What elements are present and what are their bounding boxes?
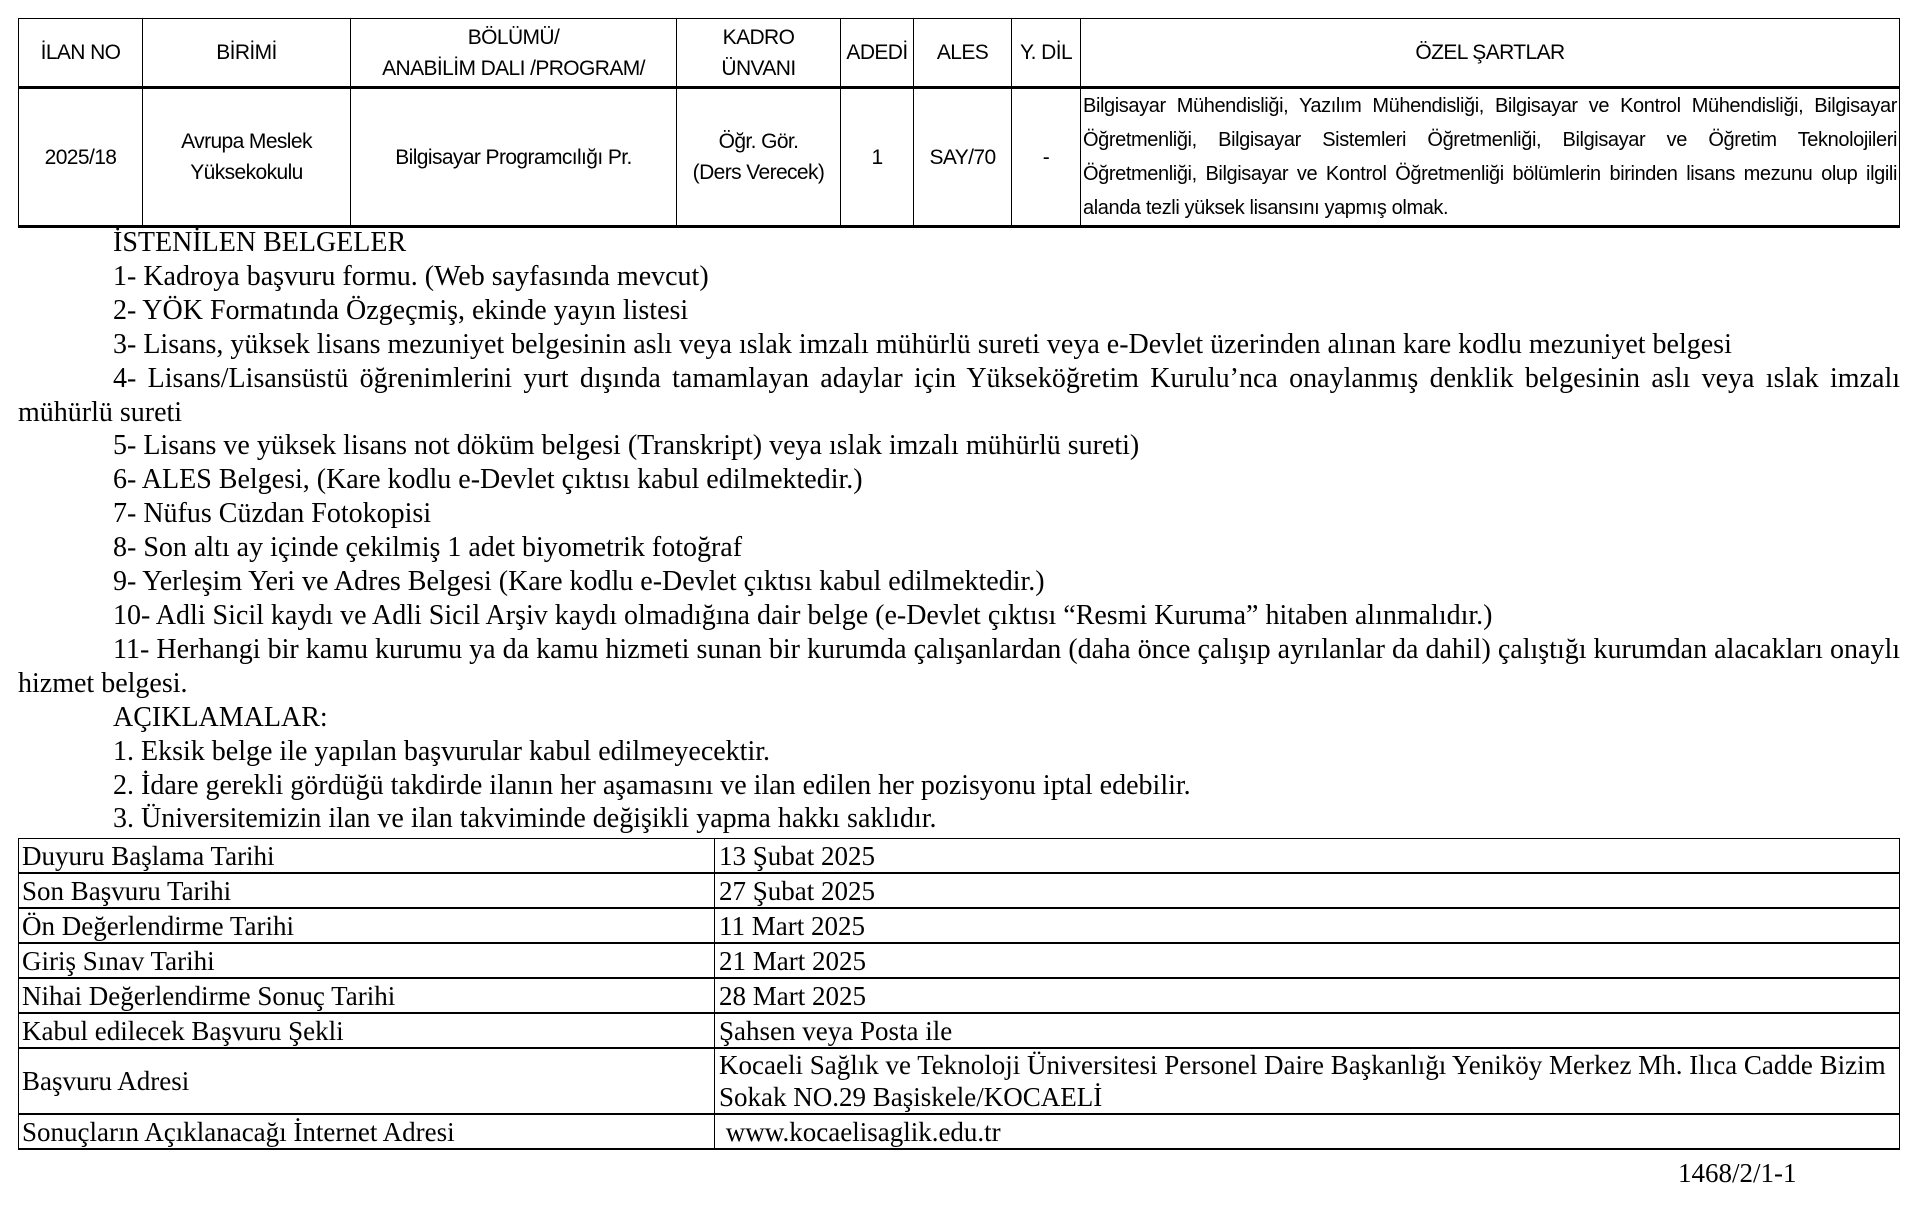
cell-bolumu: Bilgisayar Programcılığı Pr. bbox=[351, 88, 677, 227]
notes-title: AÇIKLAMALAR: bbox=[113, 701, 328, 733]
header-kadro-line1: KADRO bbox=[722, 25, 795, 49]
schedule-row bbox=[19, 1048, 1900, 1114]
cell-y-dil: - bbox=[1012, 88, 1081, 227]
cell-kadro-unvani bbox=[677, 88, 841, 227]
cell-birimi bbox=[143, 88, 351, 227]
document-body bbox=[18, 226, 1900, 836]
note-item: 1. Eksik belge ile yapılan başvurular kabul edilmeyecektir. bbox=[113, 735, 771, 767]
schedule-label: Başvuru Adresi bbox=[19, 1048, 715, 1114]
header-bolumu-line1: BÖLÜMÜ/ bbox=[467, 25, 560, 49]
required-document-item: 2- YÖK Formatında Özgeçmiş, ekinde yayın listesi bbox=[113, 294, 689, 326]
cell-birimi-line2: Yüksekokulu bbox=[190, 161, 303, 184]
schedule-value: 21 Mart 2025 bbox=[715, 943, 1900, 978]
cell-kadro-line2: (Ders Verecek) bbox=[692, 161, 825, 184]
required-document-item: 9- Yerleşim Yeri ve Adres Belgesi (Kare kodlu e-Devlet çıktısı kabul edilmektedir.) bbox=[113, 566, 1045, 598]
header-ozel-sartlar: ÖZEL ŞARTLAR bbox=[1081, 19, 1900, 88]
required-document-item: 4- Lisans/Lisansüstü öğrenimlerini yurt dışında tamamlayan adaylar için Yükseköğretim Kurulu’nca onaylanmış denklik belgesinin aslı veya ıslak imzalı mühürlü sureti bbox=[18, 362, 1900, 428]
schedule-value: 28 Mart 2025 bbox=[715, 978, 1900, 1013]
schedule-value-address: Kocaeli Sağlık ve Teknoloji Üniversitesi Personel Daire Başkanlığı Yeniköy Merkez Mh. Ilıca Cadde Bizim Sokak NO.29 Başiskele/KOCAELİ bbox=[715, 1048, 1900, 1114]
required-document-item: 7- Nüfus Cüzdan Fotokopisi bbox=[113, 498, 432, 530]
schedule-label: Son Başvuru Tarihi bbox=[19, 873, 715, 908]
schedule-value-website[interactable]: www.kocaelisaglik.edu.tr bbox=[715, 1114, 1900, 1149]
required-document-item: 10- Adli Sicil kaydı ve Adli Sicil Arşiv kaydı olmadığına dair belge (e-Devlet çıktısı “Resmi Kuruma” hitaben alınmalıdır.) bbox=[113, 599, 1493, 631]
schedule-row bbox=[19, 839, 1900, 874]
schedule-label: Duyuru Başlama Tarihi bbox=[19, 839, 715, 874]
table-header-row bbox=[19, 19, 1900, 88]
schedule-label: Nihai Değerlendirme Sonuç Tarihi bbox=[19, 978, 715, 1013]
required-document-item: 6- ALES Belgesi, (Kare kodlu e-Devlet çıktısı kabul edilmektedir.) bbox=[113, 464, 863, 496]
header-ilan-no: İLAN NO bbox=[19, 19, 143, 88]
schedule-table bbox=[18, 838, 1900, 1150]
schedule-label: Kabul edilecek Başvuru Şekli bbox=[19, 1013, 715, 1048]
header-bolumu-line2: ANABİLİM DALI /PROGRAM/ bbox=[382, 56, 645, 80]
schedule-label: Giriş Sınav Tarihi bbox=[19, 943, 715, 978]
required-documents-title: İSTENİLEN BELGELER bbox=[113, 227, 407, 258]
schedule-value: 11 Mart 2025 bbox=[715, 908, 1900, 943]
required-document-item: 11- Herhangi bir kamu kurumu ya da kamu hizmeti sunan bir kurumda çalışanlardan (daha önce çalışıp ayrılanlar da dahil) çalıştığı kurumdan alacakları onaylı hizmet belgesi. bbox=[18, 633, 1900, 699]
schedule-row bbox=[19, 908, 1900, 943]
cell-ales: SAY/70 bbox=[914, 88, 1012, 227]
table-row bbox=[19, 88, 1900, 227]
cell-ilan-no: 2025/18 bbox=[19, 88, 143, 227]
header-bolumu bbox=[351, 19, 677, 88]
header-kadro-unvani bbox=[677, 19, 841, 88]
schedule-value: Şahsen veya Posta ile bbox=[715, 1013, 1900, 1048]
required-document-item: 8- Son altı ay içinde çekilmiş 1 adet biyometrik fotoğraf bbox=[113, 532, 743, 564]
schedule-label: Sonuçların Açıklanacağı İnternet Adresi bbox=[19, 1114, 715, 1149]
schedule-label: Ön Değerlendirme Tarihi bbox=[19, 908, 715, 943]
note-item: 2. İdare gerekli gördüğü takdirde ilanın her aşamasını ve ilan edilen her pozisyonu iptal edebilir. bbox=[113, 769, 1191, 801]
schedule-value: 13 Şubat 2025 bbox=[715, 839, 1900, 874]
required-document-item: 1- Kadroya başvuru formu. (Web sayfasında mevcut) bbox=[113, 260, 709, 292]
schedule-row bbox=[19, 978, 1900, 1013]
cell-kadro-line1: Öğr. Gör. bbox=[718, 130, 799, 153]
document-reference-code: 1468/2/1-1 bbox=[1678, 1158, 1797, 1188]
cell-adedi: 1 bbox=[841, 88, 914, 227]
header-adedi: ADEDİ bbox=[841, 19, 914, 88]
job-posting-table bbox=[18, 18, 1900, 228]
schedule-row bbox=[19, 943, 1900, 978]
required-document-item: 5- Lisans ve yüksek lisans not döküm belgesi (Transkript) veya ıslak imzalı mühürlü sureti) bbox=[113, 430, 1140, 462]
header-y-dil: Y. DİL bbox=[1012, 19, 1081, 88]
cell-birimi-line1: Avrupa Meslek bbox=[181, 130, 312, 153]
header-ales: ALES bbox=[914, 19, 1012, 88]
schedule-row bbox=[19, 873, 1900, 908]
header-kadro-line2: ÜNVANI bbox=[721, 56, 796, 80]
header-birimi: BİRİMİ bbox=[143, 19, 351, 88]
schedule-value: 27 Şubat 2025 bbox=[715, 873, 1900, 908]
schedule-row bbox=[19, 1013, 1900, 1048]
required-document-item: 3- Lisans, yüksek lisans mezuniyet belgesinin aslı veya ıslak imzalı mühürlü sureti veya e-Devlet üzerinden alınan kare kodlu mezuniyet belgesi bbox=[113, 328, 1732, 360]
note-item: 3. Üniversitemizin ilan ve ilan takviminde değişikli yapma hakkı saklıdır. bbox=[113, 803, 937, 835]
cell-ozel-sartlar: Bilgisayar Mühendisliği, Yazılım Mühendisliği, Bilgisayar ve Kontrol Mühendisliği, Bilgisayar Öğretmenliği, Bilgisayar Sistemleri Öğretmenliği, Bilgisayar ve Öğretim Teknolojileri Öğretmenliği, Bilgisayar ve Kontrol Öğretmenliği bölümlerin birinden lisans mezunu olup ilgili alanda tezli yüksek lisansını yapmış olmak. bbox=[1081, 88, 1900, 227]
schedule-row bbox=[19, 1114, 1900, 1149]
